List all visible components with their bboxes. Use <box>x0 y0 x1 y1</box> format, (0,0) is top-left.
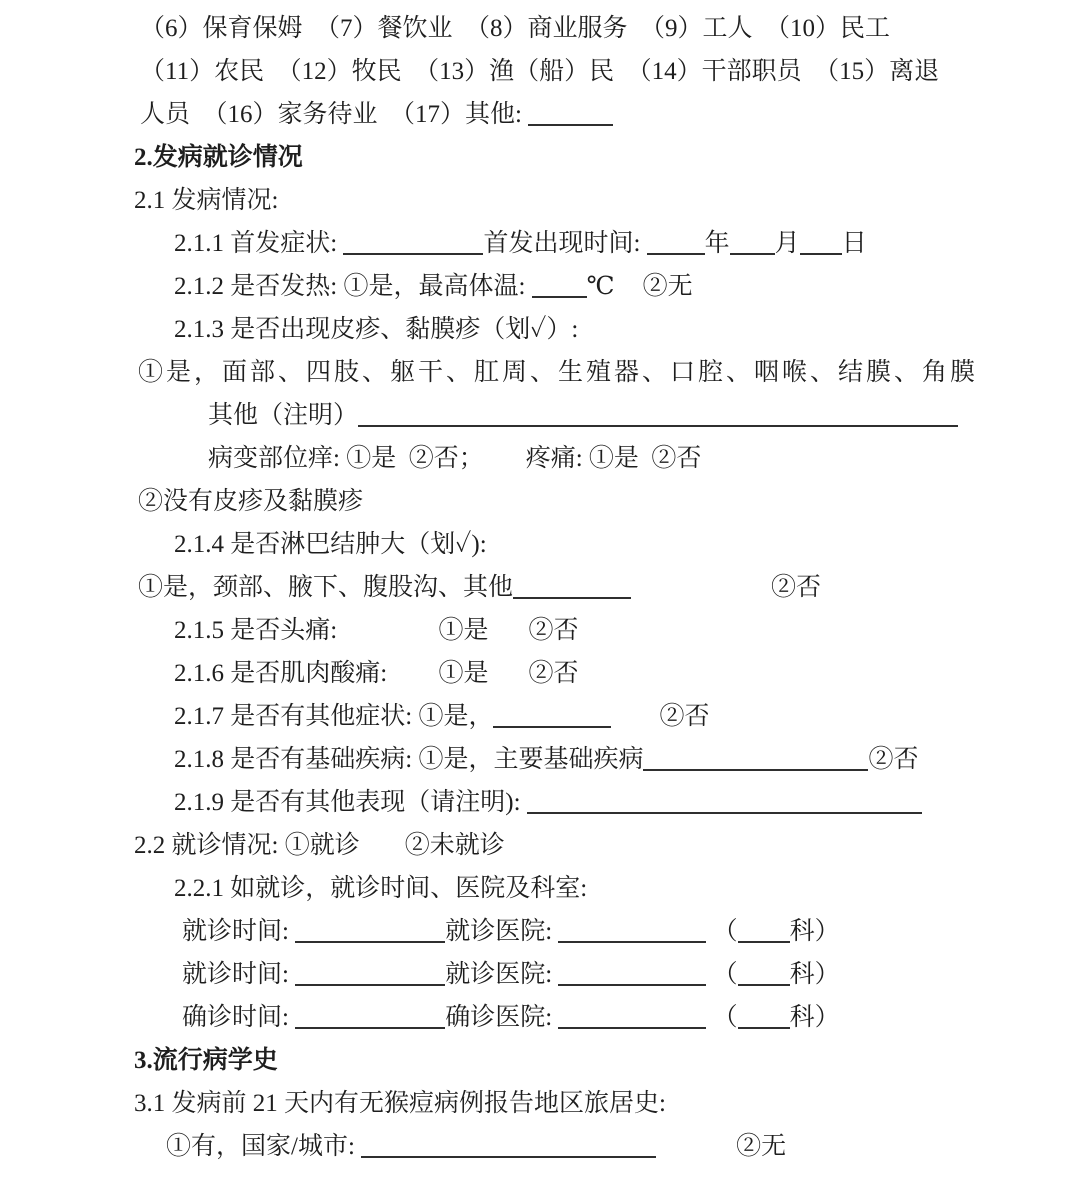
item-2-1-5-text-0: 2.1.5 是否头痛: <box>174 617 344 644</box>
blank-underline-field <box>295 982 445 986</box>
item-3-1-options-text-3: ②无 <box>736 1133 787 1160</box>
item-2-1-7-text-0: 2.1.7 是否有其他症状: ①是， <box>174 703 494 730</box>
item-2-2-text-0: 2.2 就诊情况: ①就诊 <box>134 832 360 859</box>
visit-row-2-text-2: 就诊医院: <box>445 961 559 988</box>
item-2-2 <box>134 824 1034 867</box>
item-2-1-5-text-4: ②否 <box>528 617 579 644</box>
blank-underline-field <box>738 1025 790 1029</box>
spacer <box>393 680 438 681</box>
spacer <box>488 637 528 638</box>
section-3-title <box>134 1039 1034 1082</box>
visit-row-2-text-0: 就诊时间: <box>182 961 296 988</box>
blank-underline-field <box>513 595 631 599</box>
item-2-1-3-other-note <box>134 394 1034 437</box>
item-2-1-9 <box>134 781 1034 824</box>
blank-underline-field <box>343 251 483 255</box>
document-page <box>134 0 1034 1168</box>
blank-underline-field <box>647 251 705 255</box>
blank-underline-field <box>527 810 922 814</box>
confirm-row <box>134 996 1034 1039</box>
item-2-1-text-0: 2.1 发病情况: <box>134 187 279 214</box>
item-2-1-1-text-6: 月 <box>774 230 800 257</box>
occupation-options-line-1 <box>134 7 1034 50</box>
item-2-2-1-text-0: 2.2.1 如就诊，就诊时间、医院及科室: <box>174 875 588 902</box>
item-2-1-3 <box>134 308 1034 351</box>
occupation-options-line-3-text-0: 人员 （16）家务待业 （17）其他: <box>140 101 529 128</box>
occupation-options-line-2 <box>134 50 1034 93</box>
blank-underline-field <box>738 939 790 943</box>
item-2-1-8 <box>134 738 1034 781</box>
spacer <box>343 637 438 638</box>
item-2-1-3-text-0: 2.1.3 是否出现皮疹、黏膜疹（划✓）: <box>174 316 579 343</box>
spacer <box>611 723 659 724</box>
item-2-1-8-text-0: 2.1.8 是否有基础疾病: ①是，主要基础疾病 <box>174 746 644 773</box>
item-2-1-3-other-note-text-0: 其他（注明） <box>208 402 359 429</box>
item-2-1-5 <box>134 609 1034 652</box>
item-2-1-4 <box>134 523 1034 566</box>
blank-underline-field <box>532 294 587 298</box>
spacer <box>488 680 528 681</box>
blank-underline-field <box>558 939 706 943</box>
item-2-1-7 <box>134 695 1034 738</box>
item-2-1-1-text-8: 日 <box>841 230 867 257</box>
visit-row-1 <box>134 910 1034 953</box>
item-2-1-4-options-text-0: ①是，颈部、腋下、腹股沟、其他 <box>138 574 514 601</box>
confirm-row-text-6: 科） <box>789 1004 840 1031</box>
item-2-1-3-option-2-text-0: ②没有皮疹及黏膜疹 <box>138 488 364 515</box>
item-2-1-2-text-2: ℃ <box>586 273 615 300</box>
item-2-1-6-text-4: ②否 <box>528 660 579 687</box>
spacer <box>656 1153 736 1154</box>
spacer <box>631 594 771 595</box>
item-2-2-1 <box>134 867 1034 910</box>
section-2-title-text-0: 2.发病就诊情况 <box>134 144 303 171</box>
blank-underline-field <box>295 1025 445 1029</box>
item-2-1-3-option-2 <box>134 480 1034 523</box>
visit-row-2-text-6: 科） <box>789 961 840 988</box>
blank-underline-field <box>295 939 445 943</box>
blank-underline-field <box>558 982 706 986</box>
item-3-1-options <box>134 1125 1034 1168</box>
visit-row-1-text-4: （ <box>706 918 738 945</box>
occupation-options-line-2-text-0: （11）农民 （12）牧民 （13）渔（船）民 （14）干部职员 （15）离退 <box>140 58 940 85</box>
item-2-1-9-text-0: 2.1.9 是否有其他表现（请注明): <box>174 789 527 816</box>
blank-underline-field <box>558 1025 706 1029</box>
item-2-1-1 <box>134 222 1034 265</box>
blank-underline-field <box>528 122 613 126</box>
item-2-1-4-text-0: 2.1.4 是否淋巴结肿大（划✓): <box>174 531 487 558</box>
visit-row-1-text-2: 就诊医院: <box>445 918 559 945</box>
item-2-1-2-text-4: ②无 <box>642 273 693 300</box>
item-3-1-options-text-0: ①有，国家/城市: <box>166 1133 362 1160</box>
item-2-1-5-text-2: ①是 <box>438 617 489 644</box>
spacer <box>615 293 643 294</box>
confirm-row-text-0: 确诊时间: <box>182 1004 296 1031</box>
item-2-1-2 <box>134 265 1034 308</box>
blank-underline-field <box>361 1154 656 1158</box>
item-2-1-4-options <box>134 566 1034 609</box>
blank-underline-field <box>643 767 868 771</box>
visit-row-1-text-0: 就诊时间: <box>182 918 296 945</box>
visit-row-2 <box>134 953 1034 996</box>
item-2-1-6 <box>134 652 1034 695</box>
section-2-title <box>134 136 1034 179</box>
item-2-1-3-option-1-text-0: ①是，面部、四肢、躯干、肛周、生殖器、口腔、咽喉、结膜、角膜 <box>138 359 979 386</box>
item-2-1-3-itch-pain <box>134 437 1034 480</box>
item-2-1-3-option-1 <box>134 351 1034 394</box>
occupation-options-line-3 <box>134 93 1034 136</box>
visit-row-2-text-4: （ <box>706 961 738 988</box>
spacer <box>484 465 526 466</box>
item-2-1-6-text-0: 2.1.6 是否肌肉酸痛: <box>174 660 394 687</box>
item-2-1-8-text-2: ②否 <box>868 746 919 773</box>
occupation-options-line-1-text-0: （6）保育保姆 （7）餐饮业 （8）商业服务 （9）工人 （10）民工 <box>140 15 891 42</box>
confirm-row-text-4: （ <box>706 1004 738 1031</box>
blank-underline-field <box>730 251 775 255</box>
blank-underline-field <box>800 251 842 255</box>
blank-underline-field <box>738 982 790 986</box>
item-2-1-1-text-2: 首发出现时间: <box>483 230 647 257</box>
blank-underline-field <box>493 724 611 728</box>
item-2-1 <box>134 179 1034 222</box>
blank-underline-field <box>358 423 958 427</box>
item-2-1-2-text-0: 2.1.2 是否发热: ①是，最高体温: <box>174 273 532 300</box>
section-3-title-text-0: 3.流行病学史 <box>134 1047 278 1074</box>
item-2-2-text-2: ②未就诊 <box>404 832 505 859</box>
item-2-1-3-itch-pain-text-0: 病变部位痒: ①是 ②否； <box>208 445 484 472</box>
item-2-1-3-itch-pain-text-2: 疼痛: ①是 ②否 <box>525 445 702 472</box>
item-2-1-1-text-0: 2.1.1 首发症状: <box>174 230 344 257</box>
spacer <box>360 852 405 853</box>
item-3-1 <box>134 1082 1034 1125</box>
item-2-1-6-text-2: ①是 <box>438 660 489 687</box>
confirm-row-text-2: 确诊医院: <box>445 1004 559 1031</box>
visit-row-1-text-6: 科） <box>789 918 840 945</box>
item-3-1-text-0: 3.1 发病前 21 天内有无猴痘病例报告地区旅居史: <box>134 1090 666 1117</box>
item-2-1-7-text-3: ②否 <box>659 703 710 730</box>
item-2-1-4-options-text-3: ②否 <box>771 574 822 601</box>
item-2-1-1-text-4: 年 <box>704 230 730 257</box>
